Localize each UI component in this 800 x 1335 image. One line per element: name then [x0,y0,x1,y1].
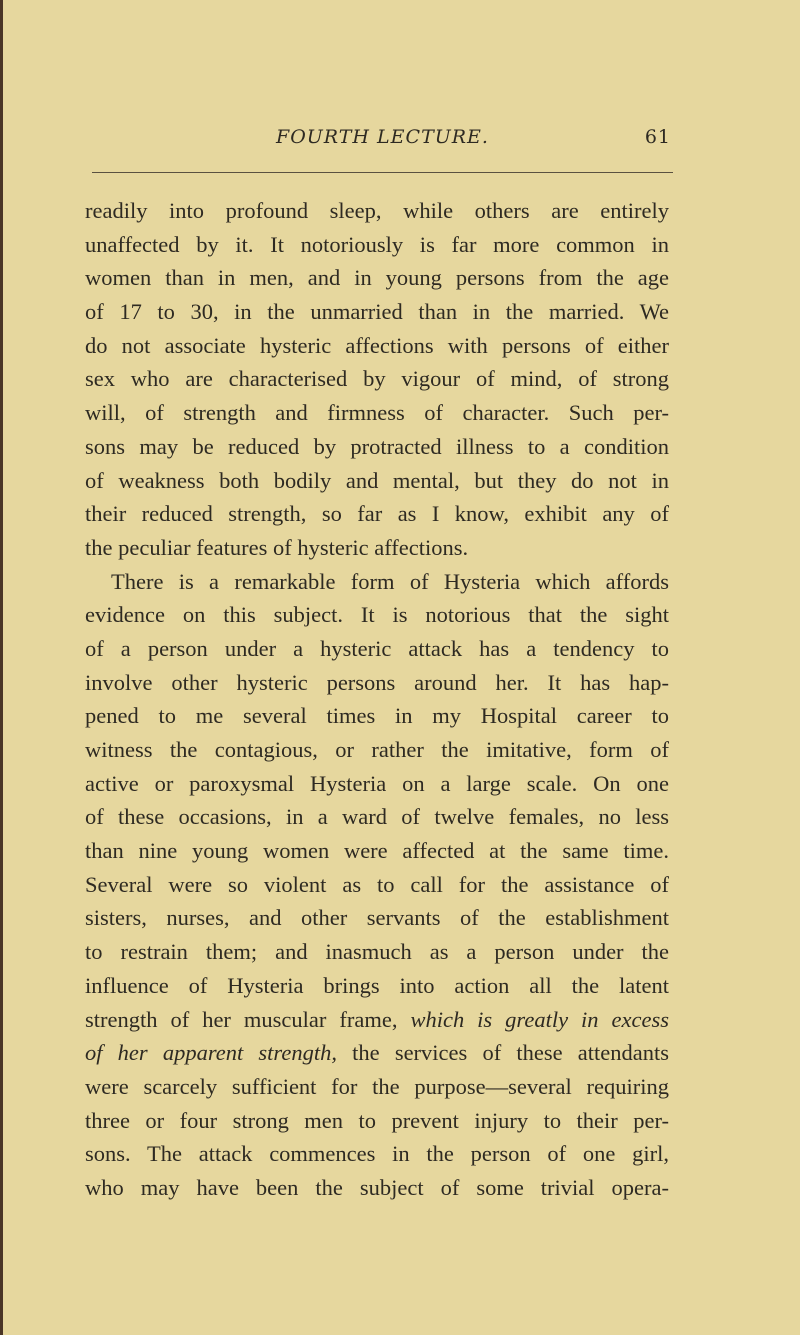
text-line: of these occasions, in a ward of twelve females, no less [85,804,669,830]
text-line: unaffected by it. It notoriously is far more common in [85,231,669,257]
text-line: sisters, nurses, and other servants of the establishment [85,905,669,931]
text-span: the services of these attendants [352,1040,669,1066]
italic-span: which is greatly in excess [410,1006,669,1032]
text-line: who may have been the subject of some trivial opera- [85,1174,669,1200]
text-line: were scarcely sufficient for the purpose—several requiring [85,1073,669,1099]
text-line [85,1003,669,1037]
text-line [85,1036,669,1070]
text-line: three or four strong men to prevent injury to their per- [85,1107,669,1133]
header-rule [92,172,673,173]
text-line: Several were so violent as to call for the assistance of [85,871,669,897]
text-line: witness the contagious, or rather the imitative, form of [85,737,669,762]
text-line: influence of Hysteria brings into action all the latent [85,972,669,998]
text-line: sons may be reduced by protracted illness to a condition [85,433,669,459]
text-line: readily into profound sleep, while others are entirely [85,198,669,223]
text-line: evidence on this subject. It is notorious that the sight [85,602,669,628]
text-line: the peculiar features of hysteric affections. [85,534,469,560]
body-text [85,194,669,1205]
running-title: FOURTH LECTURE. [276,126,489,148]
text-line: their reduced strength, so far as I know, exhibit any of [85,501,669,527]
italic-span: of her apparent strength, [85,1040,337,1066]
page-number: 61 [644,126,671,148]
text-line: of a person under a hysteric attack has a tendency to [85,635,669,661]
text-line: pened to me several times in my Hospital career to [85,703,669,729]
text-line: sex who are characterised by vigour of mind, of strong [85,366,669,392]
text-line: to restrain them; and inasmuch as a person under the [85,939,669,965]
text-line: will, of strength and firmness of character. Such per- [85,400,669,426]
text-line: involve other hysteric persons around her. It has hap- [85,669,669,695]
text-span: strength of her muscular frame, [85,1006,398,1032]
text-line: of 17 to 30, in the unmarried than in the married. We [85,299,669,325]
text-line: do not associate hysteric affections with persons of either [85,332,669,358]
text-line: than nine young women were affected at the same time. [85,838,669,864]
text-line: women than in men, and in young persons from the age [85,265,669,291]
text-line: There is a remarkable form of Hysteria which affords [111,568,669,594]
text-line: active or paroxysmal Hysteria on a large scale. On one [85,770,669,796]
text-line: sons. The attack commences in the person of one girl, [85,1141,669,1167]
running-header [92,126,673,154]
text-line: of weakness both bodily and mental, but they do not in [85,467,669,493]
book-spine-edge [0,0,3,1335]
